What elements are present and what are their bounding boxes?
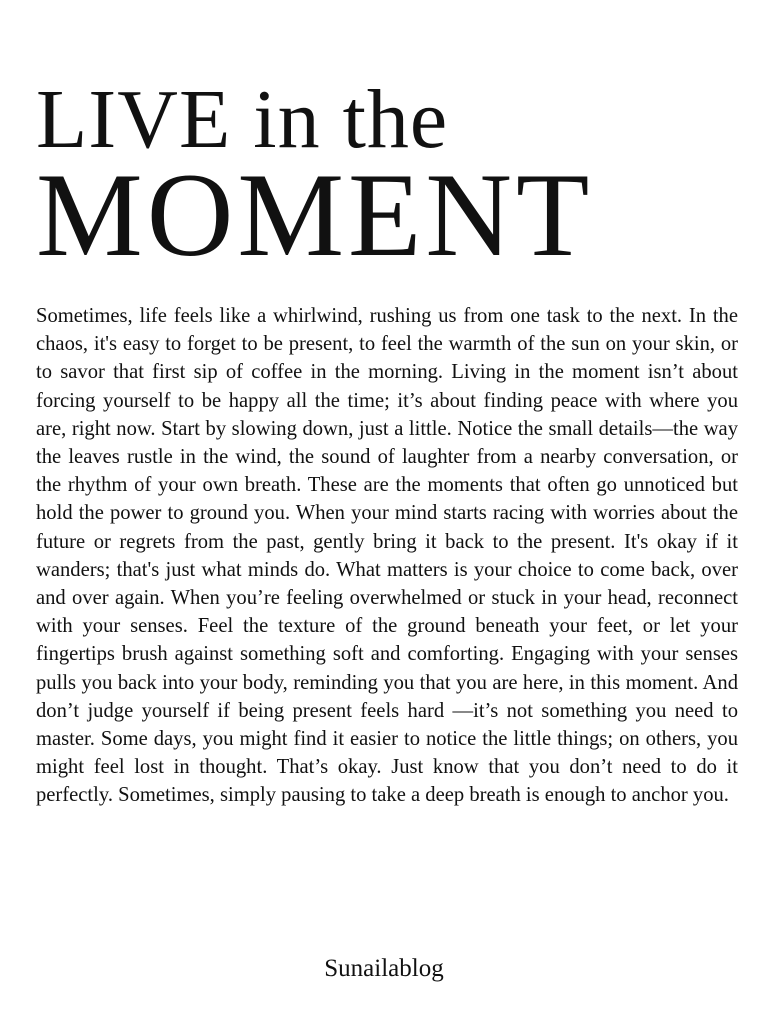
page-title-line-1: LIVE in the xyxy=(36,73,449,166)
page-title-line-2: MOMENT xyxy=(36,148,594,281)
author-signature: Sunailablog xyxy=(324,955,444,982)
body-paragraph: Sometimes, life feels like a whirlwind, rushing us from one task to the next. In the chaos, it's easy to forget to be present, to feel the warmth of the sun on your skin, or to savor that first sip of coffee in the morning. Living in the moment isn’t about forcing yourself to be happy all the time; it’s about finding peace with where you are, right now. Start by slowing down, just a little. Notice the small details—the way the leaves rustle in the wind, the sound of laughter from a nearby conversation, or the rhythm of your own breath. These are the moments that often go unnoticed but hold the power to ground you. When your mind starts racing with worries about the future or regrets from the past, gently bring it back to the present. It's okay if it wanders; that's just what minds do. What matters is your choice to come back, over and over again. When you’re feeling overwhelmed or stuck in your head, reconnect with your senses. Feel the texture of the ground beneath your feet, or let your fingertips brush against something soft and comforting. Engaging with your senses pulls you back into your body, reminding you that you are here, in this moment. And don’t judge yourself if being present feels hard —it’s not something you need to master. Some days, you might find it easier to notice the little things; on others, you might feel lost in thought. That’s okay. Just know that you don’t need to do it perfectly. Sometimes, simply pausing to take a deep breath is enough to anchor you. xyxy=(36,305,738,807)
